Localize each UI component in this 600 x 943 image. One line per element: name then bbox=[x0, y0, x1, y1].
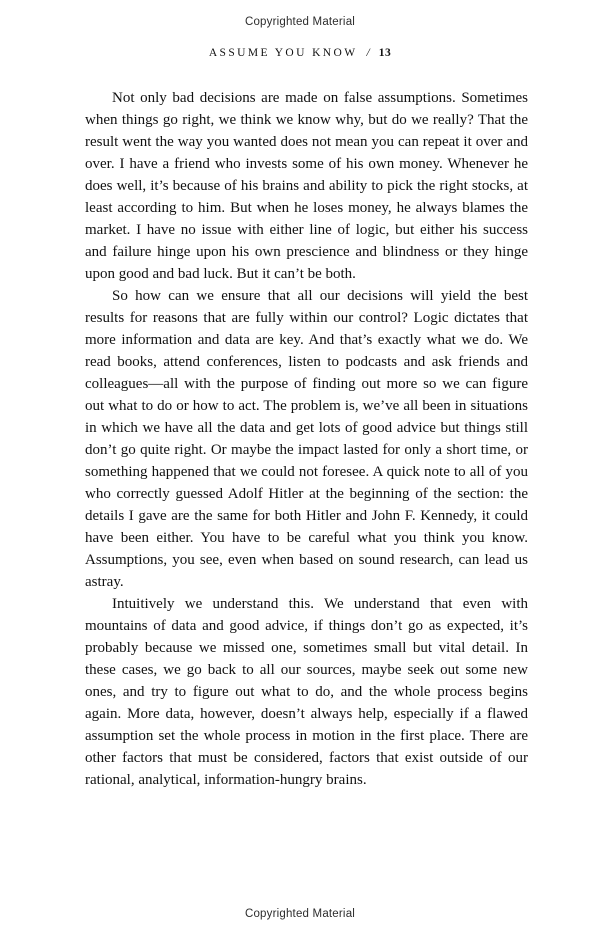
running-head bbox=[0, 47, 600, 59]
running-head-separator: / bbox=[366, 47, 370, 59]
page-number: 13 bbox=[378, 47, 392, 59]
copyright-notice-top: Copyrighted Material bbox=[244, 16, 356, 28]
body-paragraph-3: Intuitively we understand this. We understand that even with mountains of data and good advice, if things don’t go as expected, it’s probably because we missed one, sometimes small but vital detail. In these cases, we go back to all our sources, maybe seek out some new ones, and try to figure out what to do, and the whole process begins again. More data, however, doesn’t always help, especially if a flawed assumption set the whole process in motion in the first place. There are other factors that must be considered, factors that exist outside of our rational, analytical, information-hungry brains. bbox=[85, 596, 528, 788]
body-paragraph-2: So how can we ensure that all our decisions will yield the best results for reasons that are fully within our control? Logic dictates that more information and data are key. And that’s exactly what we do. We read books, attend conferences, listen to podcasts and ask friends and colleagues—all with the purpose of finding out more so we can figure out what to do or how to act. The problem is, we’ve all been in situations in which we have all the data and get lots of good advice but things still don’t go quite right. Or maybe the impact lasted for only a short time, or something happened that we could not foresee. A quick note to all of you who correctly guessed Adolf Hitler at the beginning of the section: the details I gave are the same for both Hitler and John F. Kennedy, it could have been either. You have to be careful what you think you know. Assumptions, you see, even when based on sound research, can lead us astray. bbox=[85, 288, 528, 590]
running-head-title: ASSUME YOU KNOW bbox=[208, 47, 358, 59]
copyright-notice-bottom: Copyrighted Material bbox=[244, 908, 356, 920]
body-text bbox=[85, 87, 528, 791]
body-paragraph-1: Not only bad decisions are made on false assumptions. Sometimes when things go right, we think we know why, but do we really? That the result went the way you wanted does not mean you can repeat it over and over. I have a friend who invests some of his own money. Whenever he does well, it’s because of his brains and ability to pick the right stocks, at least according to him. But when he loses money, he always blames the market. I have no issue with either line of logic, but either his success and failure hinge upon his own prescience and blindness or they hinge upon good and bad luck. But it can’t be both. bbox=[85, 90, 528, 282]
